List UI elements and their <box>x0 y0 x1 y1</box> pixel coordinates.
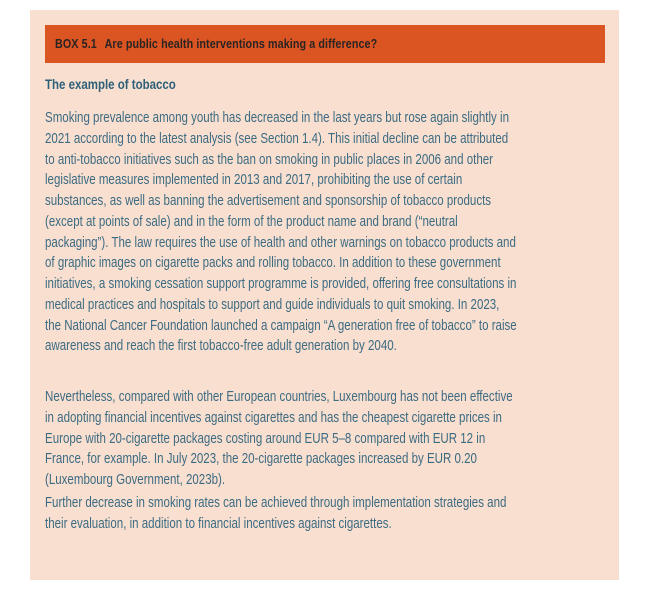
text-line: packaging”). The law requires the use of health and other warnings on tobacco products and <box>45 234 516 251</box>
text-line: awareness and reach the first tobacco-free adult generation by 2040. <box>45 338 397 355</box>
text-line: (except at points of sale) and in the form of the product name and brand (“neutral <box>45 213 458 230</box>
text-line: Europe with 20-cigarette packages costing around EUR 5–8 compared with EUR 12 in <box>45 430 486 447</box>
box-header-bar <box>45 25 605 63</box>
box-5-1 <box>30 10 619 580</box>
text-line: legislative measures implemented in 2013 and 2017, prohibiting the use of certain <box>45 172 463 189</box>
text-line: 2021 according to the latest analysis (see Section 1.4). This initial decline can be attributed <box>45 130 509 147</box>
paragraph-1 <box>45 108 598 357</box>
text-line: their evaluation, in addition to financial incentives against cigarettes. <box>45 515 392 532</box>
text-line: Further decrease in smoking rates can be achieved through implementation strategies and <box>45 495 507 511</box>
text-line: the National Cancer Foundation launched a campaign “A generation free of tobacco” to raise <box>45 317 517 334</box>
box-subheading: The example of tobacco <box>45 76 176 92</box>
text-line: (Luxembourg Government, 2023b). <box>45 472 226 488</box>
box-title-text: Are public health interventions making a difference? <box>104 37 378 51</box>
text-line: France, for example. In July 2023, the 20-cigarette packages increased by EUR 0.20 <box>45 451 477 468</box>
box-number: BOX 5.1 <box>55 37 97 51</box>
text-line: substances, as well as banning the advertisement and sponsorship of tobacco products <box>45 193 492 209</box>
text-line: medical practices and hospitals to support and guide individuals to quit smoking. In 2023, <box>45 296 500 313</box>
paragraph-3 <box>45 493 598 535</box>
text-line: Smoking prevalence among youth has decreased in the last years but rose again slightly in <box>45 110 510 126</box>
box-title <box>55 37 377 51</box>
text-line: of graphic images on cigarette packs and rolling tobacco. In addition to these government <box>45 255 501 272</box>
text-line: Nevertheless, compared with other European countries, Luxembourg has not been effective <box>45 389 513 405</box>
paragraph-2 <box>45 387 598 491</box>
text-line: to anti-tobacco initiatives such as the ban on smoking in public places in 2006 and other <box>45 151 493 168</box>
text-line: initiatives, a smoking cessation support programme is provided, offering free consultations in <box>45 276 517 292</box>
text-line: in adopting financial incentives against cigarettes and has the cheapest cigarette prices in <box>45 409 502 426</box>
